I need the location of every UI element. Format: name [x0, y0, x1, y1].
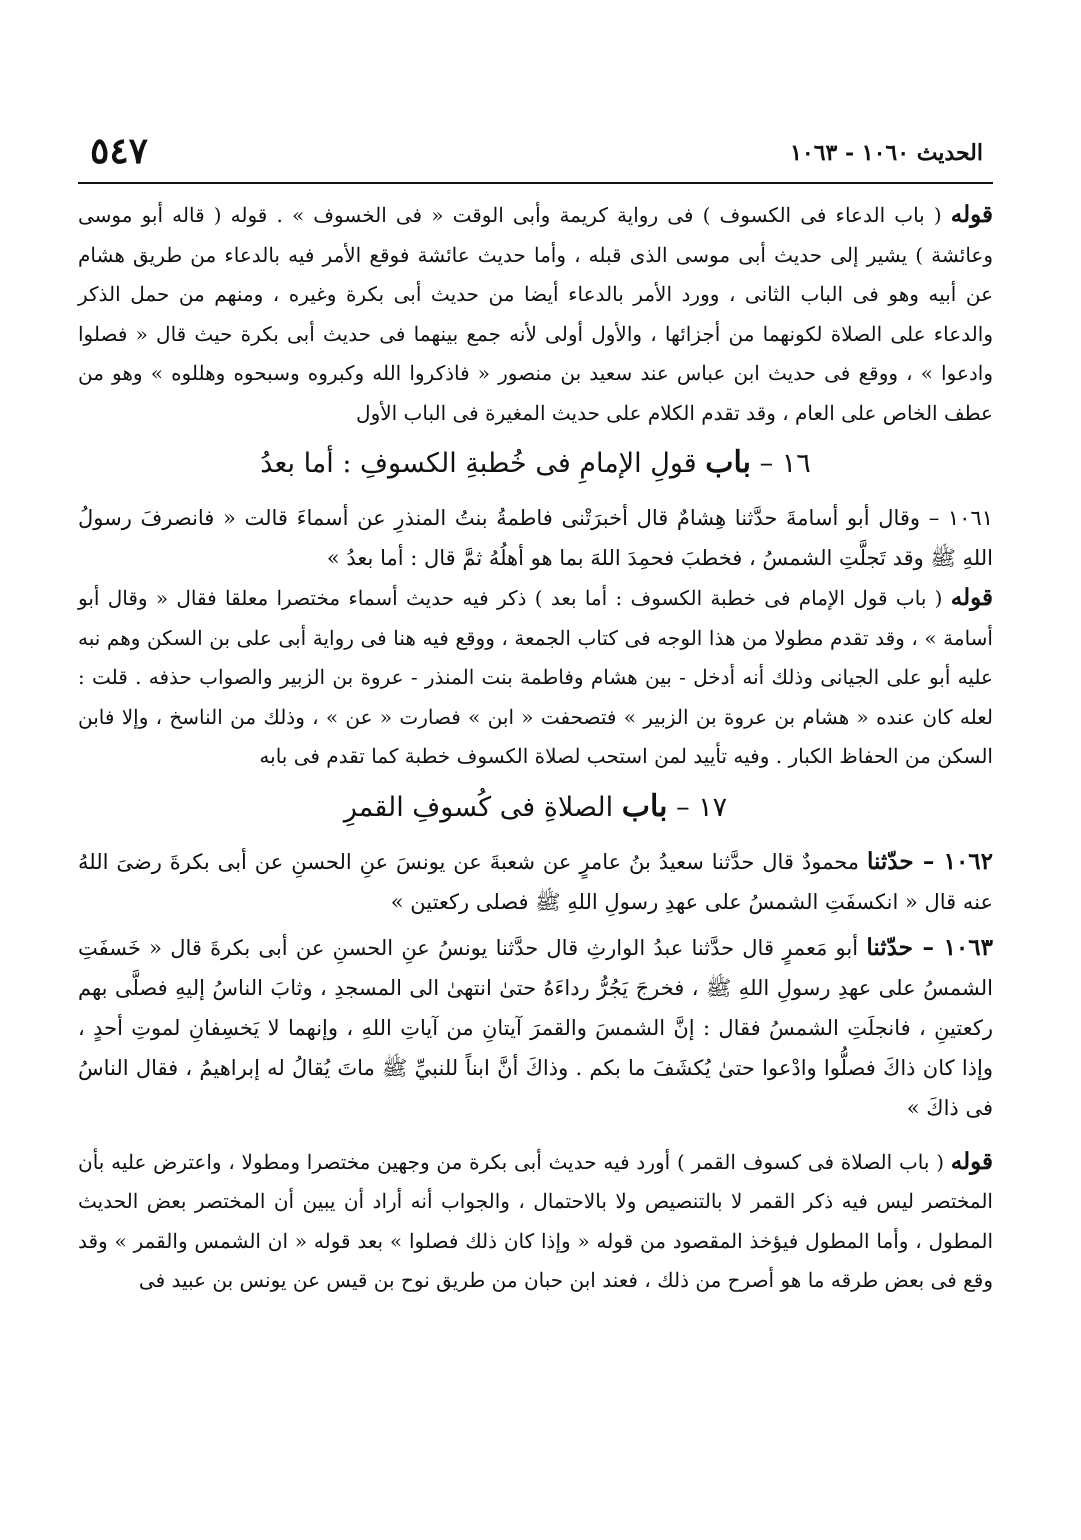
chapter-title: قولِ الإمامِ فى خُطبةِ الكسوفِ : أما بعدُ [260, 448, 697, 479]
commentary-text: ( باب الدعاء فى الكسوف ) فى رواية كريمة وأبى الوقت « فى الخسوف » . قوله ( قاله أبو موسى وعائشة ) يشير إلى حديث أبى موسى الذى قبله ، وأما حديث عائشة فوقع الأمر فيه بالدعاء من طريق هشام عن أبيه وهو فى الباب الثانى ، وورد الأمر بالدعاء أيضا من حديث أبى بكرة وغيره ، ومنهم من حمل الذكر والدعاء على الصلاة لكونهما من أجزائها ، والأول أولى لأنه جمع بينهما فى حديث أبى بكرة حيث قال « فصلوا وادعوا » ، ووقع فى حديث ابن عباس عند سعيد بن منصور « فاذكروا الله وكبروه وسبحوه وهللوه » وهو من عطف الخاص على العام ، وقد تقدم الكلام على حديث المغيرة فى الباب الأول [78, 203, 994, 425]
hadith-text [78, 928, 993, 1128]
commentary-text: ( باب قول الإمام فى خطبة الكسوف : أما بعد ) ذكر فيه حديث أسماء مختصرا معلقا فقال « وقال أبو أسامة » ، وقد تقدم مطولا من هذا الوجه فى كتاب الجمعة ، ووقع فيه هنا فى رواية أبى على بن السكن وهم نبه عليه أبو على الجيانى وذلك أنه أدخل - بين هشام وفاطمة بنت المنذر - عروة بن الزبير والصواب حذفه . قلت : لعله كان عنده « هشام بن عروة بن الزبير » فتصحفت « ابن » فصارت « عن » ، وذلك من الناسخ ، وإلا فابن السكن من الحفاظ الكبار . وفيه تأييد لمن استحب لصلاة الكسوف خطبة كما تقدم فى بابه [78, 586, 993, 768]
chapter-number: ١٦ – [759, 448, 811, 479]
chapter-heading [78, 435, 993, 492]
qawluhu-keyword: قوله [950, 1147, 993, 1175]
page-body [78, 195, 993, 1301]
hadith-body: أبو مَعمرٍ قال حدَّثنا عبدُ الوارثِ قال حدَّثنا يونسُ عنِ الحسنِ عن أبى بكرةَ قال « خَسفَتِ الشمسُ على عهدِ رسولِ اللهِ ﷺ ، فخرجَ يَجُرُّ رداءَهُ حتىٰ انتهىٰ الى المسجدِ ، وثابَ الناسُ إليهِ فصلَّى بهم ركعتينِ ، فانجلَتِ الشمسُ فقال : إنَّ الشمسَ والقمرَ آيتانِ من آياتِ اللهِ ، وإنهما لا يَخسِفانِ لموتِ أحدٍ ، وإذا كان ذاكَ فصلُّوا وادْعوا حتىٰ يُكشَفَ ما بكم . وذاكَ أنَّ ابناً للنبيِّ ﷺ ماتَ يُقالُ له إبراهيمُ ، فقال الناسُ فى ذاكَ » [78, 935, 993, 1120]
hadith-text [78, 498, 993, 578]
qawluhu-keyword: قوله [950, 201, 993, 228]
hadith-lead: ١٠٦٣ – حدّثنا [866, 933, 993, 961]
page-number: ٥٤٧ [90, 130, 149, 172]
chapter-heading [78, 779, 993, 836]
commentary-text: ( باب الصلاة فى كسوف القمر ) أورد فيه حديث أبى بكرة من وجهين مختصرا ومطولا ، واعترض عليه بأن المختصر ليس فيه ذكر القمر لا بالتنصيص ولا بالاحتمال ، والجواب أنه أراد أن يبين أن المختصر بعض الحديث المطول ، وأما المطول فيؤخذ المقصود من قوله « وإذا كان ذلك فصلوا » بعد قوله « ان الشمس والقمر » وقد وقع فى بعض طرقه ما هو أصرح من ذلك ، فعند ابن حبان من طريق نوح بن قيس عن يونس بن عبيد فى [78, 1149, 993, 1292]
chapter-bab-word: باب [621, 788, 668, 824]
chapter-number: ١٧ – [676, 791, 728, 823]
commentary-paragraph [78, 578, 993, 777]
qawluhu-keyword: قوله [950, 584, 993, 611]
hadith-lead: ١٠٦٢ – حدّثنا [866, 847, 994, 875]
hadith-body: محمودٌ قال حدَّثنا سعيدُ بنُ عامرٍ عن شعبةَ عن يونسَ عنِ الحسنِ عن أبى بكرةَ رضىَ اللهُ عنه قال « انكسفَتِ الشمسُ على عهدِ رسولِ اللهِ ﷺ فصلى ركعتين » [78, 849, 993, 914]
chapter-title: الصلاةِ فى كُسوفِ القمرِ [343, 791, 614, 823]
chapter-bab-word: باب [705, 445, 751, 480]
commentary-paragraph [78, 195, 993, 433]
hadith-body: ١٠٦١ – وقال أبو أسامةَ حدَّثنا هِشامٌ قال أخبرَتْنى فاطمةُ بنتُ المنذرِ عن أسماءَ قالت « فانصرفَ رسولُ اللهِ ﷺ وقد تَجلَّتِ الشمسُ ، فخطبَ فحمِدَ اللهَ بما هو أهلُهُ ثمَّ قال : أما بعدُ » [78, 506, 993, 570]
hadith-text [78, 842, 993, 922]
section-gap [78, 1128, 993, 1142]
running-title: الحديث ١٠٦٠ - ١٠٦٣ [790, 140, 983, 166]
commentary-paragraph [78, 1142, 993, 1301]
page-header [78, 130, 993, 184]
